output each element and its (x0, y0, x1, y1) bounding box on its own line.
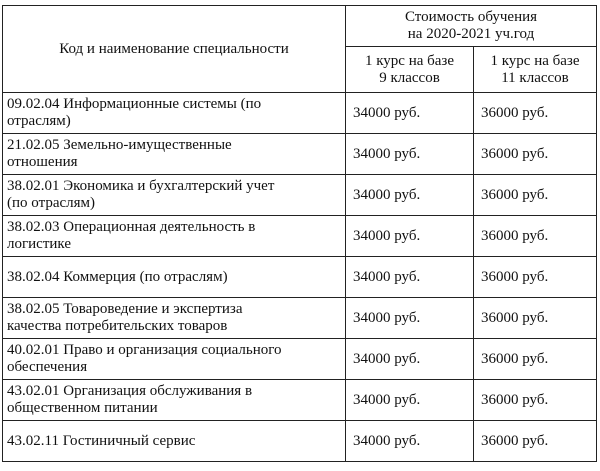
price-base11: 36000 руб. (474, 134, 597, 175)
price-base9: 34000 руб. (346, 298, 474, 339)
header-base9-line2: 9 классов (379, 69, 440, 86)
specialty-name (3, 134, 346, 175)
header-cost-line1: Стоимость обучения (404, 9, 538, 26)
specialty-name-line2: (по отраслям) (7, 195, 96, 211)
price-base11: 36000 руб. (474, 298, 597, 339)
price-base11: 36000 руб. (474, 216, 597, 257)
specialty-name-line1: 43.02.11 Гостиничный сервис (7, 432, 196, 449)
header-specialty: Код и наименование специальности (3, 6, 346, 93)
specialty-name (3, 93, 346, 134)
table-row (3, 93, 597, 134)
table-row (3, 257, 597, 298)
specialty-name (3, 421, 346, 462)
specialty-name-line2: отраслям) (7, 113, 71, 129)
specialty-name-line1: 09.02.04 Информационные системы (по (7, 96, 262, 112)
header-cost-line2: на 2020-2021 уч.год (407, 26, 535, 43)
price-base11: 36000 руб. (474, 421, 597, 462)
price-base11: 36000 руб. (474, 339, 597, 380)
price-base9: 34000 руб. (346, 175, 474, 216)
header-base11-line1: 1 курс на базе (490, 52, 580, 69)
price-base9: 34000 руб. (346, 380, 474, 421)
specialty-name-line1: 38.02.04 Коммерция (по отраслям) (7, 268, 228, 285)
specialty-name-line2: логистике (7, 236, 71, 252)
header-cost (346, 6, 597, 47)
price-base11: 36000 руб. (474, 257, 597, 298)
table-row (3, 175, 597, 216)
price-base9: 34000 руб. (346, 421, 474, 462)
specialty-name (3, 175, 346, 216)
table-row (3, 339, 597, 380)
specialty-name-line1: 38.02.01 Экономика и бухгалтерский учет (7, 178, 275, 194)
specialty-name-line1: 40.02.01 Право и организация социального (7, 342, 282, 358)
price-base9: 34000 руб. (346, 93, 474, 134)
table-row (3, 298, 597, 339)
specialty-name (3, 216, 346, 257)
specialty-name (3, 339, 346, 380)
price-base9: 34000 руб. (346, 216, 474, 257)
specialty-name-line2: обеспечения (7, 359, 88, 375)
table-row (3, 421, 597, 462)
specialty-name (3, 380, 346, 421)
header-base11-line2: 11 классов (501, 69, 569, 86)
price-base11: 36000 руб. (474, 380, 597, 421)
price-base11: 36000 руб. (474, 93, 597, 134)
price-base9: 34000 руб. (346, 339, 474, 380)
header-base9-line1: 1 курс на базе (364, 52, 455, 69)
specialty-name-line2: общественном питании (7, 400, 158, 416)
specialty-name-line2: отношения (7, 154, 78, 170)
price-base11: 36000 руб. (474, 175, 597, 216)
header-row (3, 6, 597, 47)
price-base9: 34000 руб. (346, 134, 474, 175)
specialty-name-line1: 21.02.05 Земельно-имущественные (7, 137, 232, 153)
specialty-name-line1: 38.02.03 Операционная деятельность в (7, 219, 256, 235)
specialty-name (3, 298, 346, 339)
price-base9: 34000 руб. (346, 257, 474, 298)
table-row (3, 380, 597, 421)
header-base9 (346, 47, 474, 93)
specialty-name (3, 257, 346, 298)
table-row (3, 134, 597, 175)
specialty-name-line1: 38.02.05 Товароведение и экспертиза (7, 301, 243, 317)
specialty-name-line2: качества потребительских товаров (7, 318, 228, 334)
specialty-name-line1: 43.02.01 Организация обслуживания в (7, 383, 253, 399)
table-row (3, 216, 597, 257)
tuition-table (2, 5, 597, 462)
header-base11 (474, 47, 597, 93)
